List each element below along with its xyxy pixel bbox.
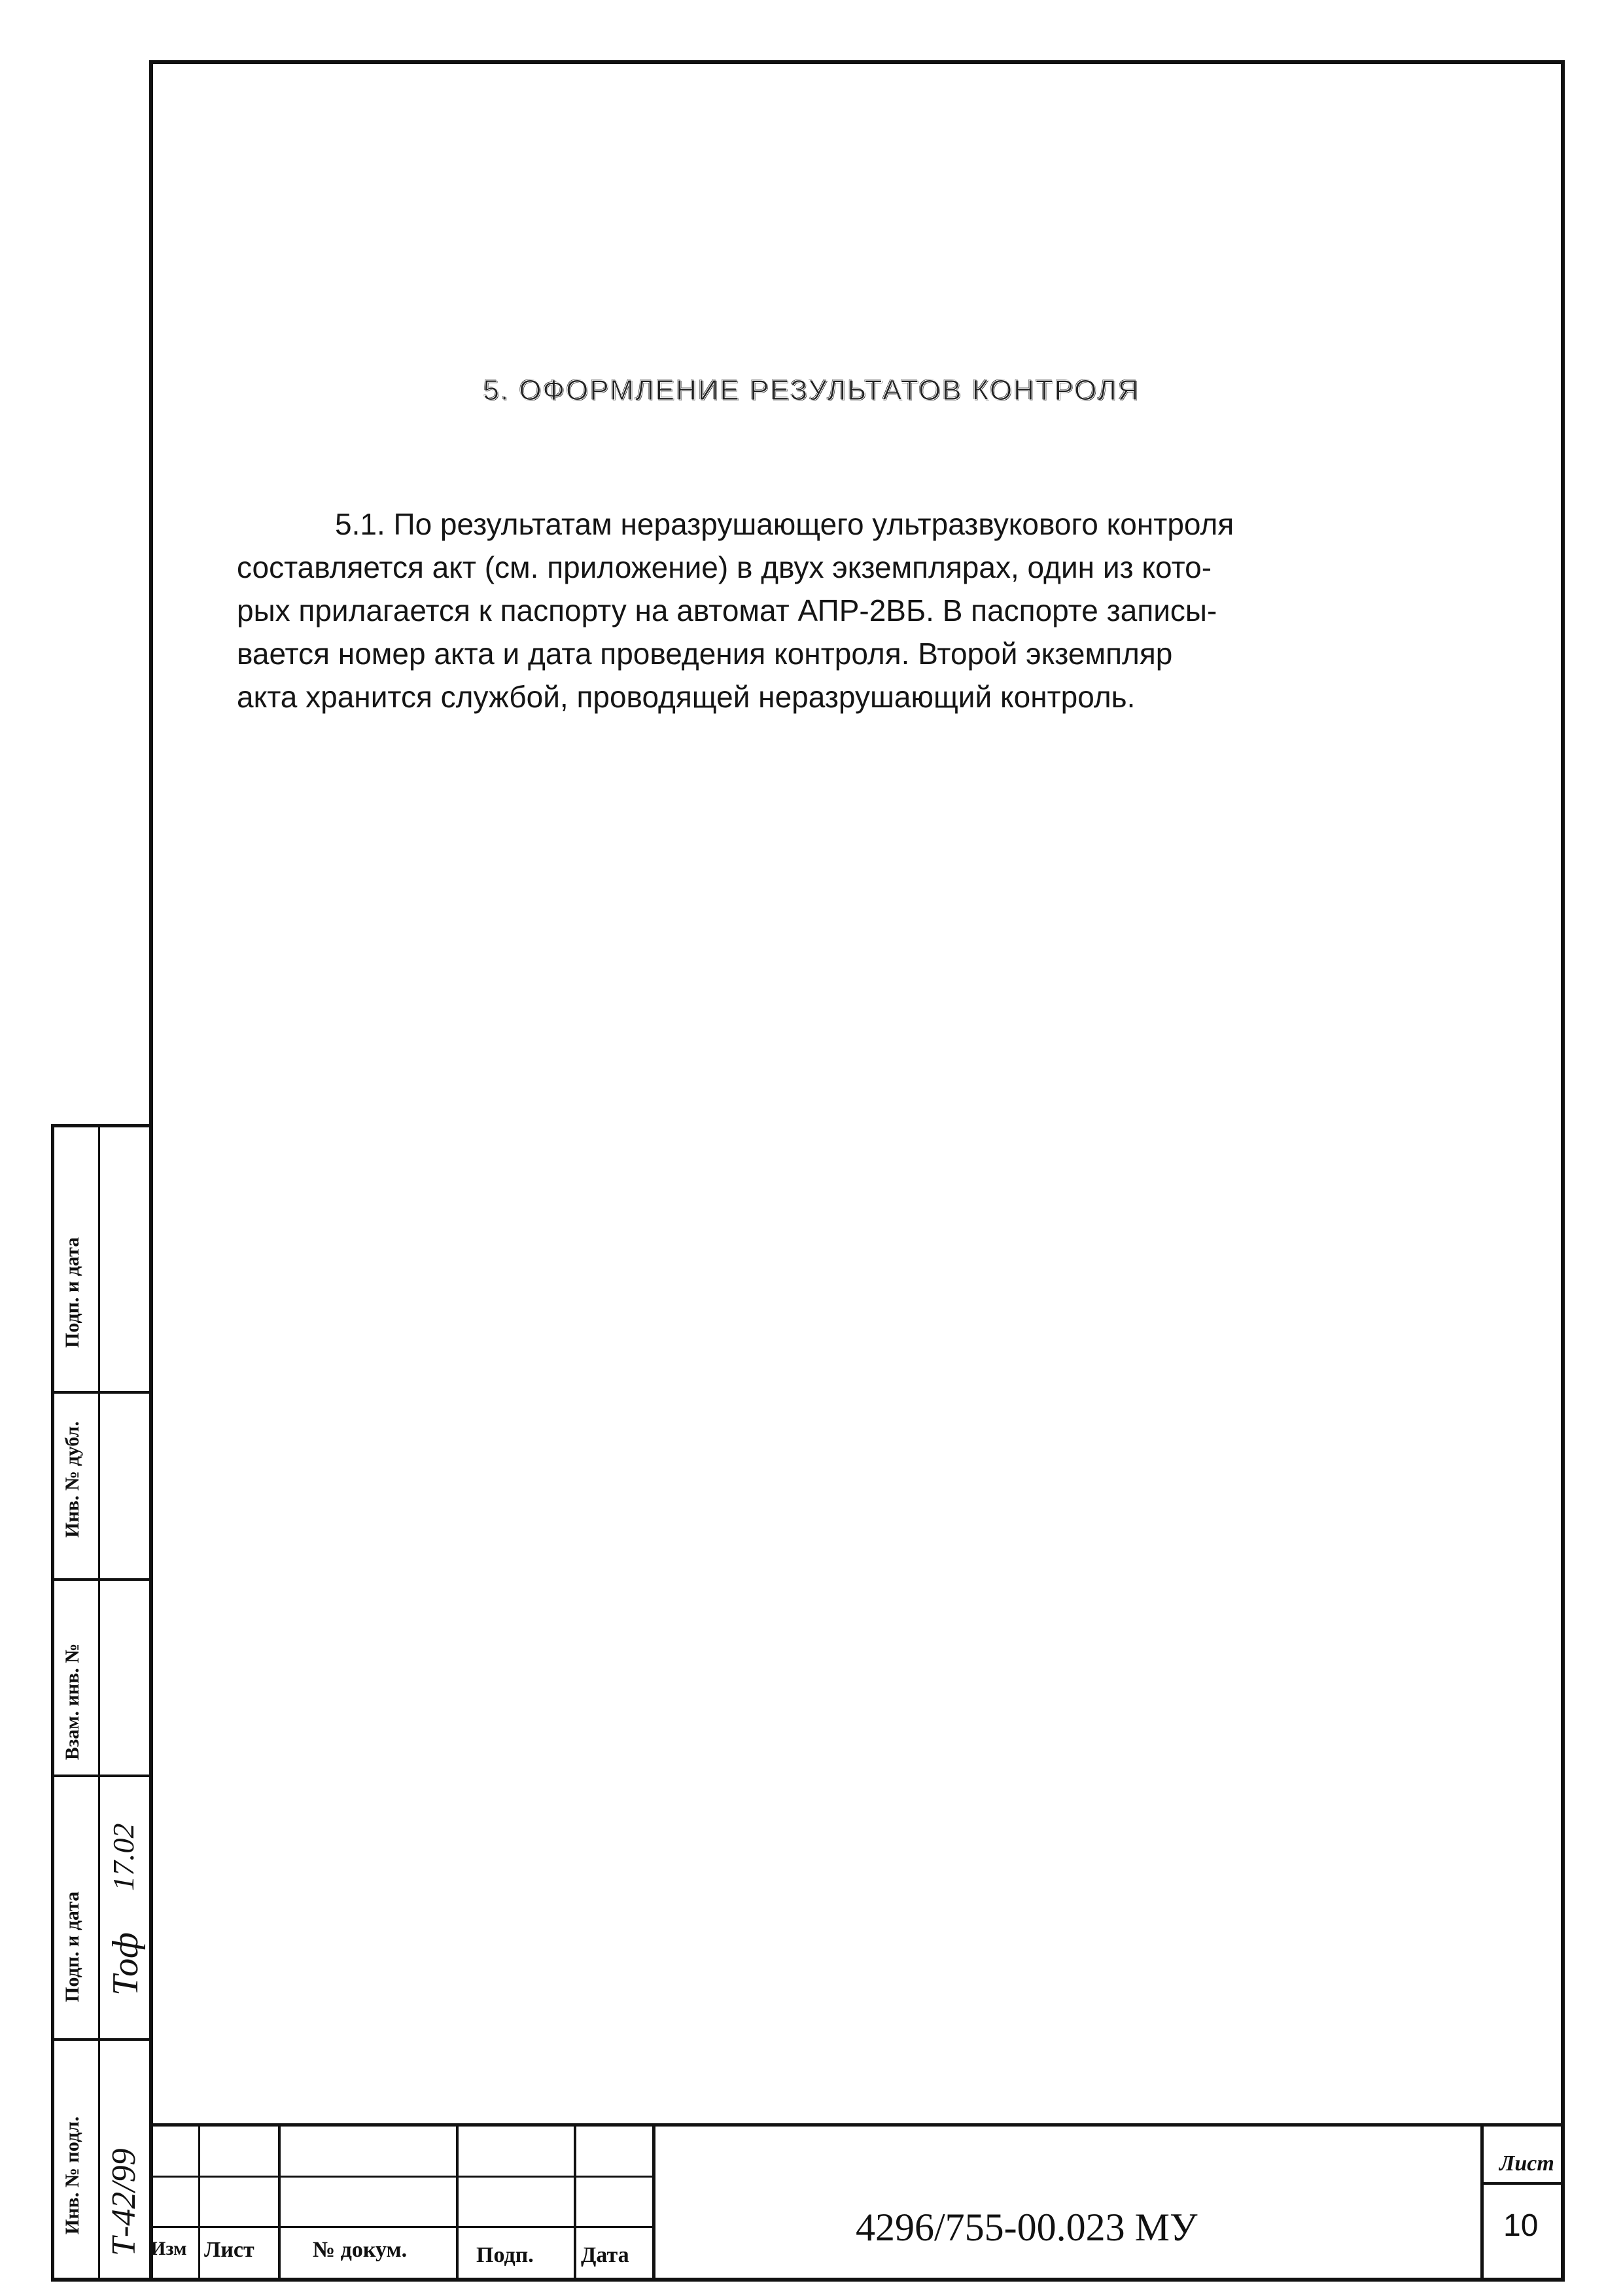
paragraph-line: акта хранится службой, проводящей неразрушающий контроль. [237, 680, 1136, 714]
stamp-label-inv-dubl: Инв. № дубл. [61, 1421, 83, 1538]
title-block-ndokum-label: № докум. [313, 2238, 408, 2262]
stamp-separator [51, 1775, 152, 1777]
paragraph-line: вается номер акта и дата проведения контроля. Второй экземпляр [237, 637, 1173, 671]
sheet-number: 10 [1503, 2208, 1539, 2243]
document-code: 4296/755-00.023 МУ [856, 2206, 1198, 2249]
stamp-inner-divider [98, 1124, 100, 2282]
section-paragraph [237, 503, 1480, 718]
stamp-separator [51, 1391, 152, 1394]
frame-bottom-border [149, 2278, 1565, 2282]
paragraph-line: рых прилагается к паспорту на автомат АПР-2ВБ. В паспорте записы- [237, 593, 1217, 627]
paragraph-line: 5.1. По результатам неразрушающего ультразвукового контроля [335, 507, 1234, 541]
sheet-box-divider [1480, 2182, 1565, 2185]
handwritten-signature: Тоф [105, 1932, 146, 1996]
sheet-label: Лист [1499, 2151, 1554, 2176]
title-block-col [652, 2123, 655, 2282]
title-block-data-label: Дата [581, 2243, 629, 2267]
title-block-col [456, 2123, 459, 2282]
title-block-row [149, 2176, 654, 2178]
title-block-row [149, 2226, 654, 2228]
title-block-top [149, 2123, 1565, 2127]
stamp-label-podp-data-top: Подп. и дата [61, 1237, 83, 1348]
title-block-col [198, 2123, 200, 2282]
handwritten-date: 17.02 [107, 1823, 140, 1891]
section-heading: 5. ОФОРМЛЕНИЕ РЕЗУЛЬТАТОВ КОНТРОЛЯ [483, 374, 1140, 406]
stamp-outer-left [51, 1124, 54, 2282]
stamp-separator [51, 2038, 152, 2041]
frame-top-border [149, 60, 1565, 64]
paragraph-line: составляется акт (см. приложение) в двух экземплярах, один из кото- [237, 550, 1212, 584]
title-block-col [574, 2123, 576, 2282]
title-block-izm-label: Изм [150, 2238, 187, 2259]
stamp-label-vzam-inv: Взам. инв. № [61, 1643, 83, 1760]
stamp-label-podp-data-bottom: Подп. и дата [61, 1891, 83, 2002]
stamp-label-inv-podl: Инв. № подл. [61, 2116, 83, 2234]
handwritten-inv-number: Т-42/99 [105, 2148, 143, 2256]
title-block-col [278, 2123, 281, 2282]
title-block-list-label: Лист [204, 2238, 254, 2262]
sheet-box-left [1480, 2123, 1484, 2282]
stamp-bottom [51, 2278, 152, 2282]
stamp-top [51, 1124, 152, 1127]
stamp-separator [51, 1578, 152, 1581]
title-block-podp-label: Подп. [476, 2243, 534, 2267]
